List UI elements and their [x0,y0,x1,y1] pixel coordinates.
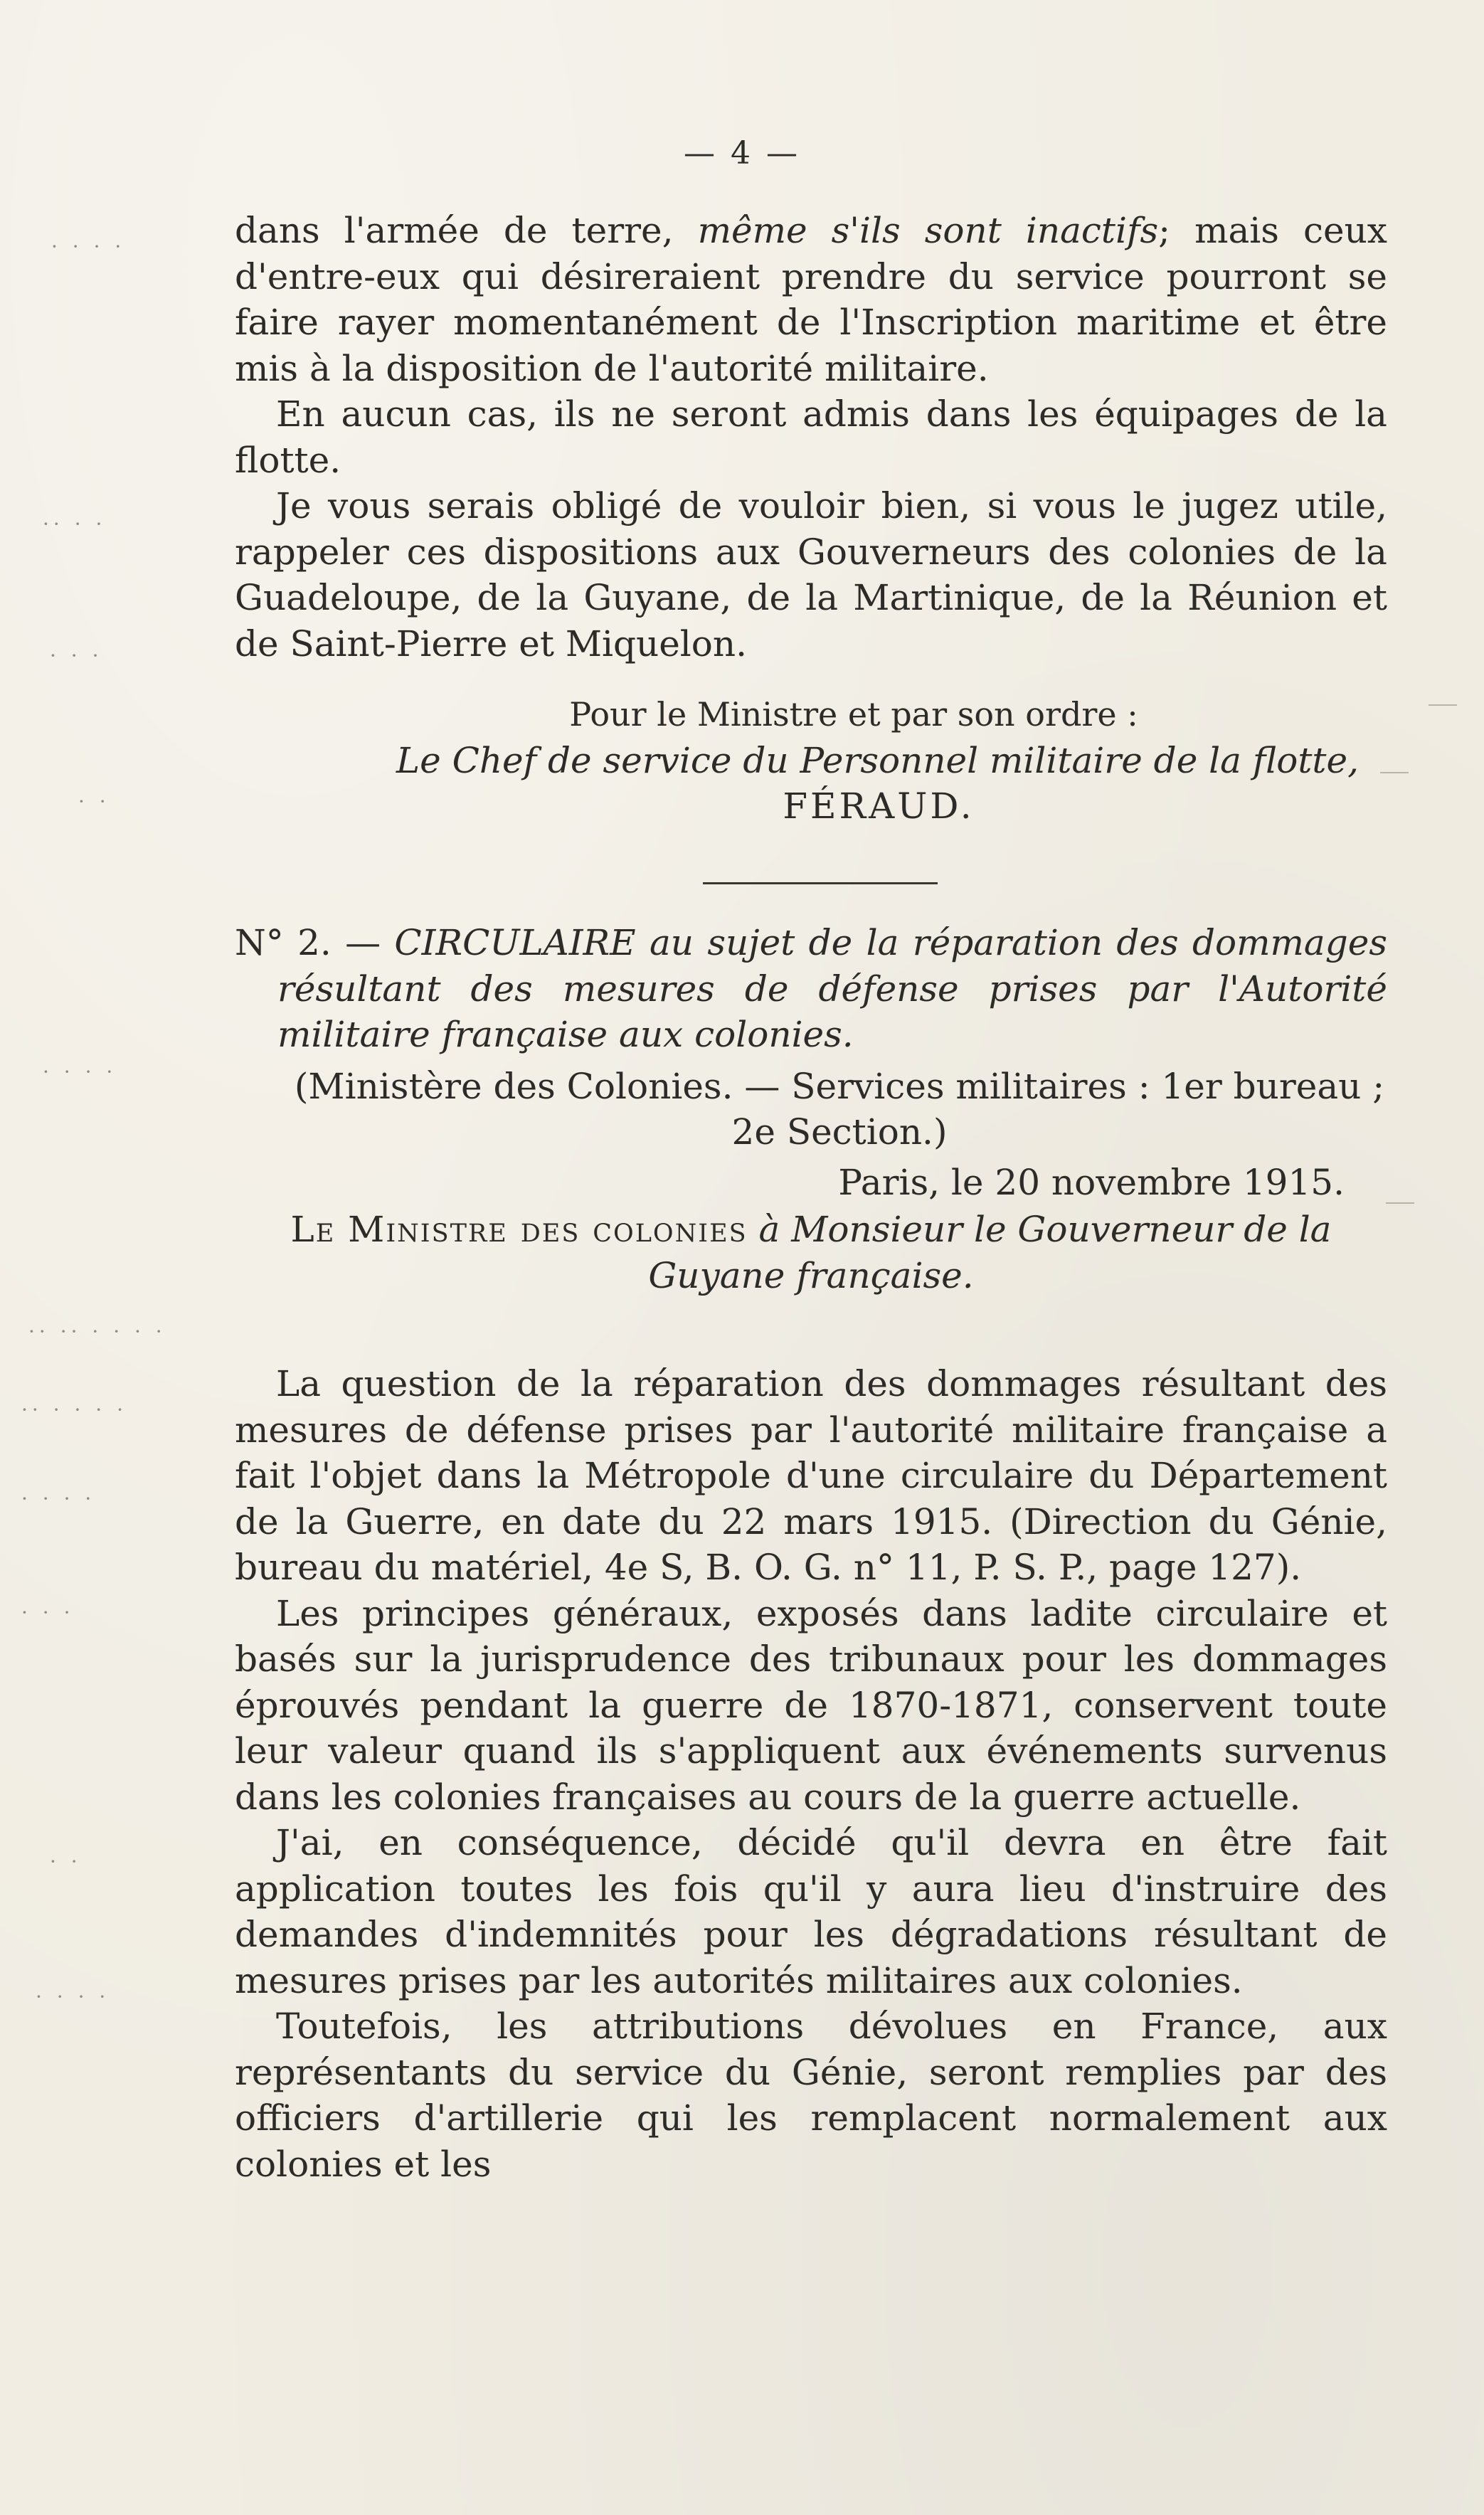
body-paragraph-2: Les principes généraux, exposés dans ladite circulaire et basés sur la jurisprudence des tribunaux pour les dommages éprouvés pendant la guerre de 1870-1871, conservent toute leur valeur quand ils s'appliquent aux événements survenus dans les colonies françaises au cours de la guerre actuelle. [235,1592,1387,1818]
circular-ministry: (Ministère des Colonies. — Services militaires : 1er bureau ; 2e Section.) [294,1065,1385,1153]
margin-speck: · · · · [21,1487,96,1510]
addressee-governor: à Monsieur le Gouverneur de la Guyane française. [648,1209,1332,1296]
circular-title-paragraph [235,920,1387,1058]
closing-line-2: Le Chef de service du Personnel militaire de la flotte, [396,739,1359,781]
circular-body [235,1361,1387,2187]
margin-mark [1386,1202,1414,1204]
body-paragraph-4: Toutefois, les attributions dévolues en France, aux représentants du service du Génie, seront remplies par des officiers d'artillerie qui les remplacent normalement aux colonies et les [235,2006,1387,2185]
margin-mark [1429,704,1457,706]
circular-header [235,920,1387,1298]
margin-speck: · · · · [36,1985,110,2008]
margin-speck: ·· ·· · · · · [28,1320,166,1343]
margin-speck: · · · [50,644,103,667]
continuation-text-before: dans l'armée de terre, [235,210,698,251]
page-number: — 4 — [684,135,800,171]
circular-date: Paris, le 20 novembre 1915. [838,1161,1345,1203]
circular-title: CIRCULAIRE au sujet de la réparation des dommages résultant des mesures de défense prises par l'Autorité militaire française aux colonies. [277,922,1387,1055]
margin-speck: ·· · · [43,512,107,536]
circular-number: N° 2. — [235,922,381,963]
section-divider [703,882,938,884]
paragraph-dispositions: Je vous serais obligé de vouloir bien, si vous le jugez utile, rappeler ces dispositions aux Gouverneurs des colonies de la Guadeloupe, de la Guyane, de la Martinique, de la Réunion et de Saint-Pierre et Miquelon. [235,485,1387,665]
continuation-italic: même s'ils sont inactifs [697,210,1159,251]
addressee-minister: Le Ministre des colonies [290,1209,748,1250]
closing-line-1: Pour le Ministre et par son ordre : [569,695,1138,734]
opening-section [235,208,1387,667]
closing-block [235,692,1387,830]
margin-speck: · · · · [43,1060,117,1084]
signature-feraud: FÉRAUD. [783,785,975,827]
margin-speck: · · [78,790,110,813]
body-paragraph-1: La question de la réparation des dommages résultant des mesures de défense prises par l'autorité militaire française a fait l'objet dans la Métropole d'une circulaire du Département de la Guerre, en date du 22 mars 1915. (Direction du Génie, bureau du matériel, 4e S, B. O. G. n° 11, P. S. P., page 127). [235,1363,1387,1588]
continuation-text-after: ; mais ceux d'entre-eux qui désireraient prendre du service pourront se faire rayer momentanément de l'Inscription maritime et être mis à la disposition de l'autorité militaire. [235,210,1388,389]
circular-addressee [235,1207,1387,1298]
paragraph-flotte: En aucun cas, ils ne seront admis dans les équipages de la flotte. [235,393,1387,481]
continuation-paragraph [235,208,1387,391]
margin-speck: · · · · [51,235,126,258]
margin-speck: ·· · · · · [21,1398,128,1421]
margin-speck: · · · [21,1601,75,1624]
body-paragraph-3: J'ai, en conséquence, décidé qu'il devra en être fait application toutes les fois qu'il y aura lieu d'instruire des demandes d'indemnités pour les dégradations résultant de mesures prises par les autorités militaires aux colonies. [235,1822,1387,2001]
margin-speck: · · [50,1850,82,1873]
